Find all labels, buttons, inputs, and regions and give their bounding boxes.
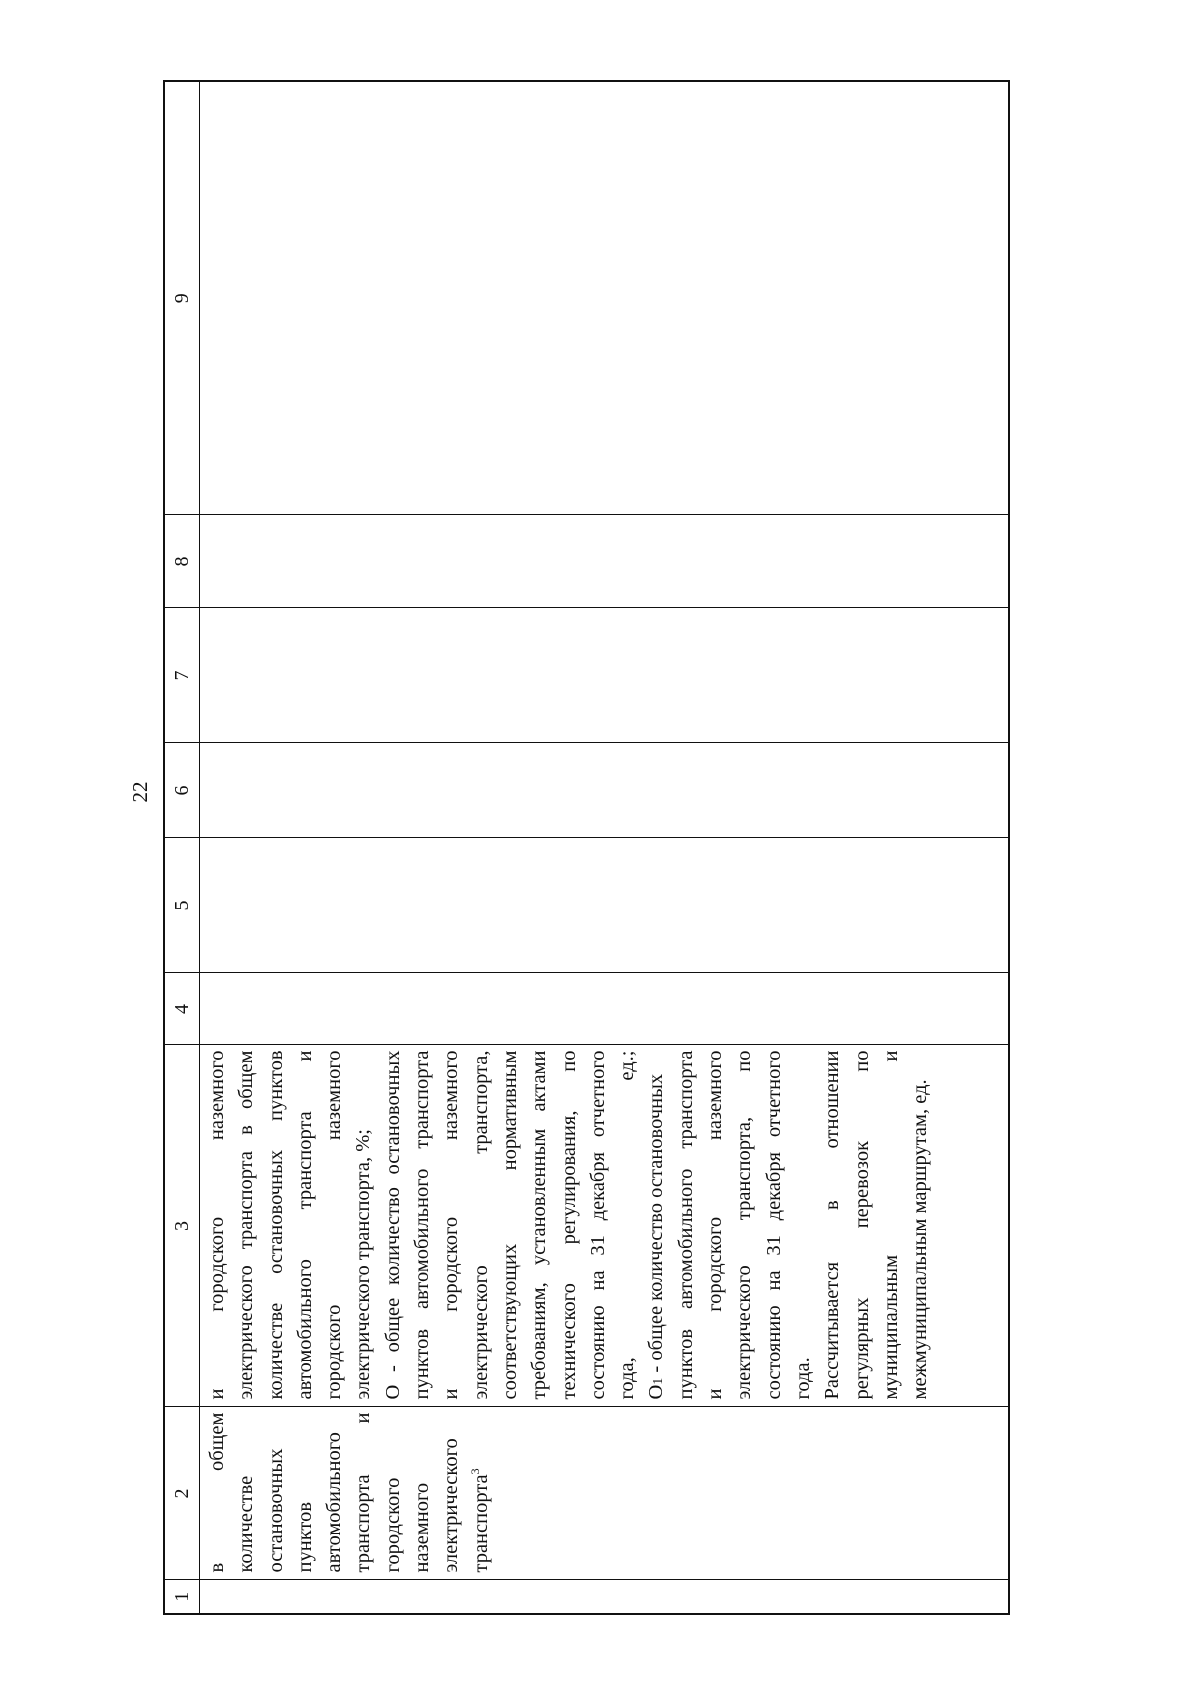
method-line: технического регулирования, по: [557, 1050, 580, 1400]
column-number-9: 9: [164, 81, 200, 515]
method-line: электрического транспорта, по: [733, 1050, 756, 1400]
cell-col-7: [200, 608, 1010, 743]
method-line: пунктов автомобильного транспорта: [411, 1050, 434, 1400]
cell-col-4: [200, 973, 1010, 1045]
method-line: городского наземного: [323, 1050, 346, 1400]
o1-index: 1: [651, 1377, 667, 1385]
method-line: года.: [791, 1357, 814, 1400]
column-number-4: 4: [164, 973, 200, 1045]
cell-col-1: [200, 1580, 1010, 1614]
method-line: соответствующих нормативным: [498, 1050, 521, 1400]
column-number-8: 8: [164, 515, 200, 608]
column-number-1: 1: [164, 1580, 200, 1614]
method-line-o1: [642, 1051, 671, 1400]
cell-col-8: [200, 515, 1010, 608]
column-number-3: 3: [164, 1045, 200, 1407]
method-line: муниципальным и: [879, 1050, 902, 1400]
method-line: состоянию на 31 декабря отчетного: [762, 1050, 785, 1400]
indicator-name-line: автомобильного: [323, 1432, 346, 1573]
method-line: пунктов автомобильного транспорта: [674, 1050, 697, 1400]
table-rotated-container: [163, 82, 1007, 1615]
column-number-7: 7: [164, 608, 200, 743]
indicator-name-line: остановочных пунктов: [264, 1448, 316, 1573]
cell-col-3-calculation-method: [200, 1045, 1010, 1407]
indicator-table: [163, 80, 1010, 1615]
table-row: [200, 81, 1010, 1614]
indicator-name-line: транспорта: [469, 1474, 492, 1573]
method-line: О - общее количество остановочных: [381, 1050, 404, 1400]
column-number-5: 5: [164, 838, 200, 973]
cell-col-6: [200, 743, 1010, 838]
method-line: электрического транспорта,: [469, 1050, 492, 1400]
method-line: количестве остановочных пунктов: [264, 1050, 287, 1400]
method-line: электрического транспорта, %;: [352, 1129, 375, 1400]
method-line: электрического транспорта в общем: [235, 1050, 258, 1400]
method-line: года, ед.;: [616, 1050, 639, 1400]
indicator-name-line: в общем количестве: [206, 1412, 258, 1573]
indicator-name-line: транспорта и: [352, 1412, 375, 1573]
footnote-marker: 3: [467, 1468, 482, 1475]
method-line: и городского наземного: [206, 1050, 228, 1400]
method-line: Рассчитывается в отношении: [821, 1050, 844, 1400]
method-line: автомобильного транспорта и: [293, 1050, 316, 1400]
method-line: межмуниципальным маршрутам, ед.: [909, 1079, 932, 1400]
method-line: регулярных перевозок по: [850, 1050, 873, 1400]
method-line: состоянию на 31 декабря отчетного: [586, 1050, 609, 1400]
table-header-row: [164, 81, 200, 1614]
cell-col-5: [200, 838, 1010, 973]
indicator-name-line: городского наземного: [381, 1477, 434, 1573]
indicator-name-line: электрического: [440, 1438, 463, 1573]
page-number: 22: [128, 781, 152, 803]
cell-col-9: [200, 81, 1010, 515]
cell-col-2-indicator-name: [200, 1407, 1010, 1580]
column-number-2: 2: [164, 1407, 200, 1580]
o1-definition: - общее количество остановочных: [645, 1073, 668, 1378]
o1-symbol: О: [645, 1384, 668, 1400]
method-line: и городского наземного: [440, 1050, 463, 1400]
method-line: требованиям, установленным актами: [528, 1050, 551, 1400]
indicator-name-last-line: [467, 1413, 496, 1573]
method-line: и городского наземного: [704, 1050, 727, 1400]
column-number-6: 6: [164, 743, 200, 838]
